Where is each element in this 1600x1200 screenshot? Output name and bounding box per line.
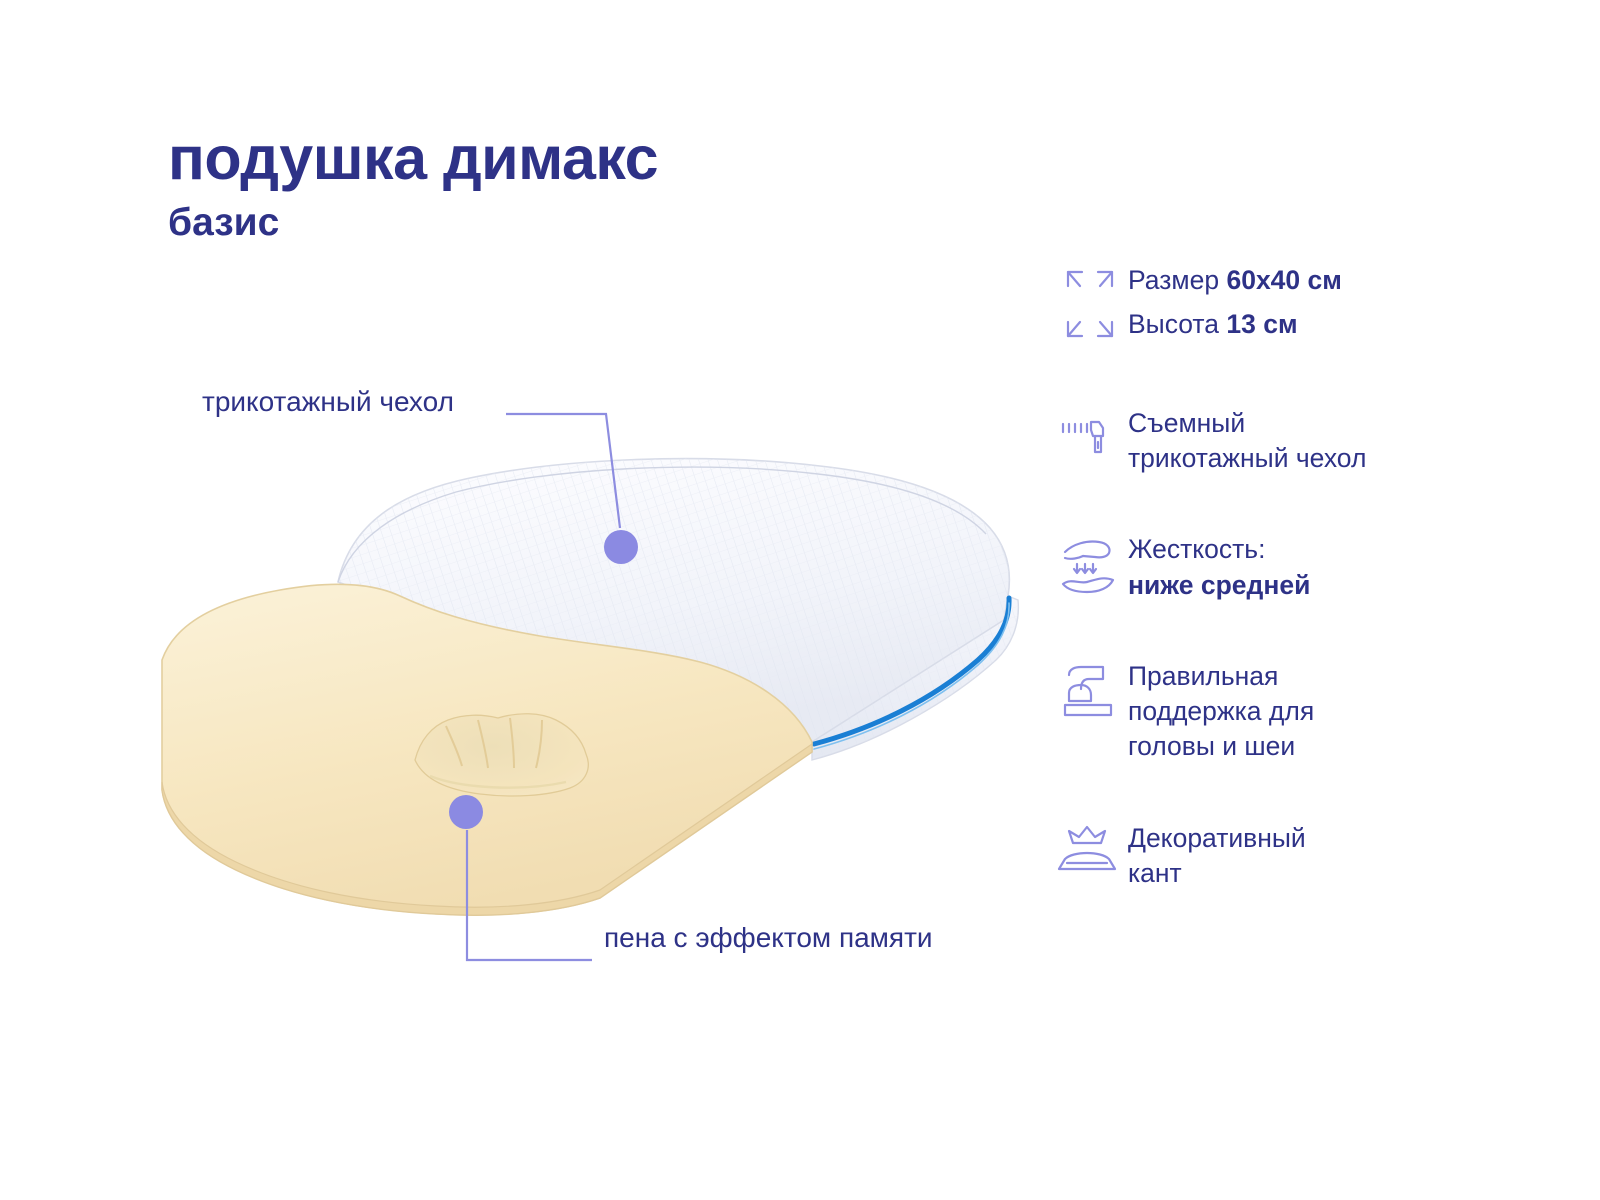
- feature-firmness: [1052, 532, 1572, 602]
- spec-height-text: [1128, 307, 1298, 342]
- page-subtitle: базис: [168, 201, 280, 245]
- feature-removable-cover-text: [1128, 406, 1366, 476]
- callout-dot-foam: [449, 795, 483, 829]
- spec-height-label: Высота: [1128, 309, 1220, 340]
- feature-decorative-piping-text: [1128, 821, 1306, 891]
- feature-list: [1052, 262, 1572, 947]
- feature-line-1: Декоративный: [1128, 822, 1306, 853]
- feature-line-2: ниже средней: [1128, 569, 1311, 600]
- feature-line-3: головы и шеи: [1128, 731, 1296, 762]
- feature-removable-cover: [1052, 406, 1572, 476]
- spec-size-label: Размер: [1128, 265, 1220, 296]
- feature-line-1: Правильная: [1128, 660, 1279, 691]
- crown-piping-icon: [1052, 821, 1128, 877]
- feature-line-1: Жесткость:: [1128, 534, 1266, 565]
- hand-imprint: [415, 714, 588, 796]
- arrows-width-icon: [1052, 262, 1128, 300]
- head-neck-support-icon: [1052, 659, 1128, 721]
- feature-dimensions: [1052, 262, 1572, 344]
- spec-height-value: 13 см: [1226, 309, 1298, 340]
- arrows-height-icon: [1052, 306, 1128, 344]
- firmness-hand-icon: [1052, 532, 1128, 598]
- feature-line-2: кант: [1128, 857, 1182, 888]
- feature-line-2: трикотажный чехол: [1128, 443, 1367, 474]
- spec-size-text: [1128, 263, 1342, 298]
- feature-head-neck-support: [1052, 659, 1572, 765]
- callout-label-cover: трикотажный чехол: [202, 386, 454, 417]
- feature-line-2: поддержка для: [1128, 696, 1315, 727]
- callout-dot-cover: [604, 530, 638, 564]
- feature-decorative-piping: [1052, 821, 1572, 891]
- feature-head-neck-support-text: [1128, 659, 1314, 765]
- title-block: [168, 126, 658, 245]
- spec-size-value: 60x40 см: [1226, 265, 1342, 296]
- page-title: подушка димакс: [168, 124, 659, 192]
- zipper-icon: [1052, 406, 1128, 466]
- feature-line-1: Съемный: [1128, 408, 1246, 438]
- spec-row-size: [1052, 262, 1342, 300]
- spec-row-height: [1052, 306, 1342, 344]
- feature-firmness-text: [1128, 532, 1310, 602]
- callout-label-foam: пена с эффектом памяти: [604, 922, 933, 953]
